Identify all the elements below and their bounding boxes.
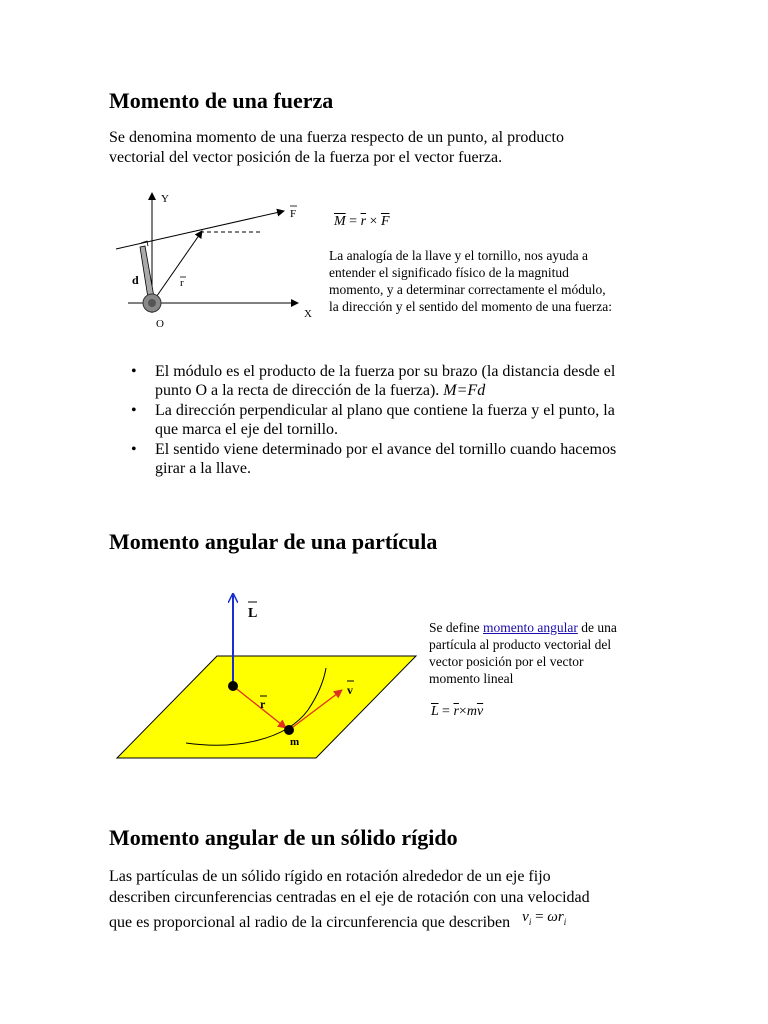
momento-angular-link[interactable]: momento angular: [482, 620, 578, 635]
analogy-line: entender el significado físico de la magnitud: [329, 265, 569, 280]
formula-f: $\overline{F}$: [380, 214, 390, 229]
section-title-momento-fuerza: Momento de una fuerza: [109, 88, 334, 113]
formula-eq: =: [442, 704, 450, 719]
bullet-line: • El módulo es el producto de la fuerza por su brazo (la distancia desde el: [155, 363, 616, 380]
formula-times: ×: [369, 214, 378, 229]
angular-momentum-formula: [431, 704, 483, 720]
bolt-center: [148, 299, 156, 307]
label-l: L: [248, 606, 258, 621]
label-y: Y: [161, 193, 169, 205]
definition-line: momento lineal: [429, 671, 514, 686]
bullet-formula: M=Fd: [443, 382, 486, 399]
velocity-formula: $v_i = \omega r_i$: [522, 909, 567, 927]
r-vector: [152, 231, 202, 303]
moment-force-diagram: [108, 185, 323, 335]
formula-mass: m: [466, 704, 477, 719]
label-o: O: [156, 318, 164, 330]
analogy-line: momento, y a determinar correctamente el módulo,: [329, 282, 606, 297]
formula-l: $\overline{L}$: [431, 704, 439, 719]
solid-line: describen circunferencias centradas en el eje de rotación con una velocidad: [109, 889, 590, 906]
formula-r: $\overline{r}$: [360, 214, 367, 229]
definition-line: Se define momento angular de una: [429, 620, 617, 635]
bullet-line: • El sentido viene determinado por el avance del tornillo cuando hacemos: [155, 441, 617, 458]
moment-formula: [334, 214, 390, 230]
formula-times: ×: [458, 704, 467, 719]
label-d: d: [132, 273, 139, 287]
solid-line: que es proporcional al radio de la circunferencia que describen $v_i = \omega r_i$: [109, 909, 567, 931]
section-title-momento-angular-solido: Momento angular de un sólido rígido: [109, 825, 458, 850]
bullet-line: que marca el eje del tornillo.: [155, 421, 339, 438]
solid-line: Las partículas de un sólido rígido en rotación alrededor de un eje fijo: [109, 868, 551, 885]
angular-definition: [429, 619, 669, 687]
intro-paragraph: [109, 128, 709, 168]
label-x: X: [304, 308, 312, 320]
analogy-line: la dirección y el sentido del momento de una fuerza:: [329, 299, 613, 314]
list-item: [109, 362, 709, 400]
particle-point: [284, 725, 294, 735]
analogy-line: La analogía de la llave y el tornillo, nos ayuda a: [329, 248, 589, 263]
bullet-line: girar a la llave.: [155, 460, 251, 477]
label-f: F: [290, 208, 297, 220]
intro-line: Se denomina momento de una fuerza respecto de un punto, al producto: [109, 129, 564, 146]
bullet-line: • La dirección perpendicular al plano que contiene la fuerza y el punto, la: [155, 402, 615, 419]
label-r: r: [180, 277, 184, 289]
list-item: [109, 401, 709, 439]
section-title-momento-angular-particula: Momento angular de una partícula: [109, 529, 438, 554]
definition-line: partícula al producto vectorial del: [429, 637, 612, 652]
formula-r: $\overline{r}$: [453, 704, 459, 719]
definition-line: vector posición por el vector: [429, 654, 584, 669]
origin-point: [228, 681, 238, 691]
intro-line: vectorial del vector posición de la fuerza por el vector fuerza.: [109, 149, 503, 166]
bullet-list: [109, 362, 709, 479]
formula-v: $\overline{v}$: [476, 704, 484, 719]
list-item: [109, 440, 709, 478]
plane: [117, 656, 416, 758]
solid-paragraph: [109, 866, 729, 939]
formula-eq: =: [349, 214, 358, 229]
label-m: m: [290, 736, 300, 748]
analogy-paragraph: [329, 247, 674, 315]
bullet-line: punto O a la recta de dirección de la fuerza). M=Fd: [155, 382, 486, 399]
angular-momentum-diagram: [116, 590, 418, 762]
formula-m: $\overline{M}$: [334, 214, 346, 229]
label-v: v: [347, 683, 353, 697]
label-r-particle: r: [260, 697, 266, 711]
